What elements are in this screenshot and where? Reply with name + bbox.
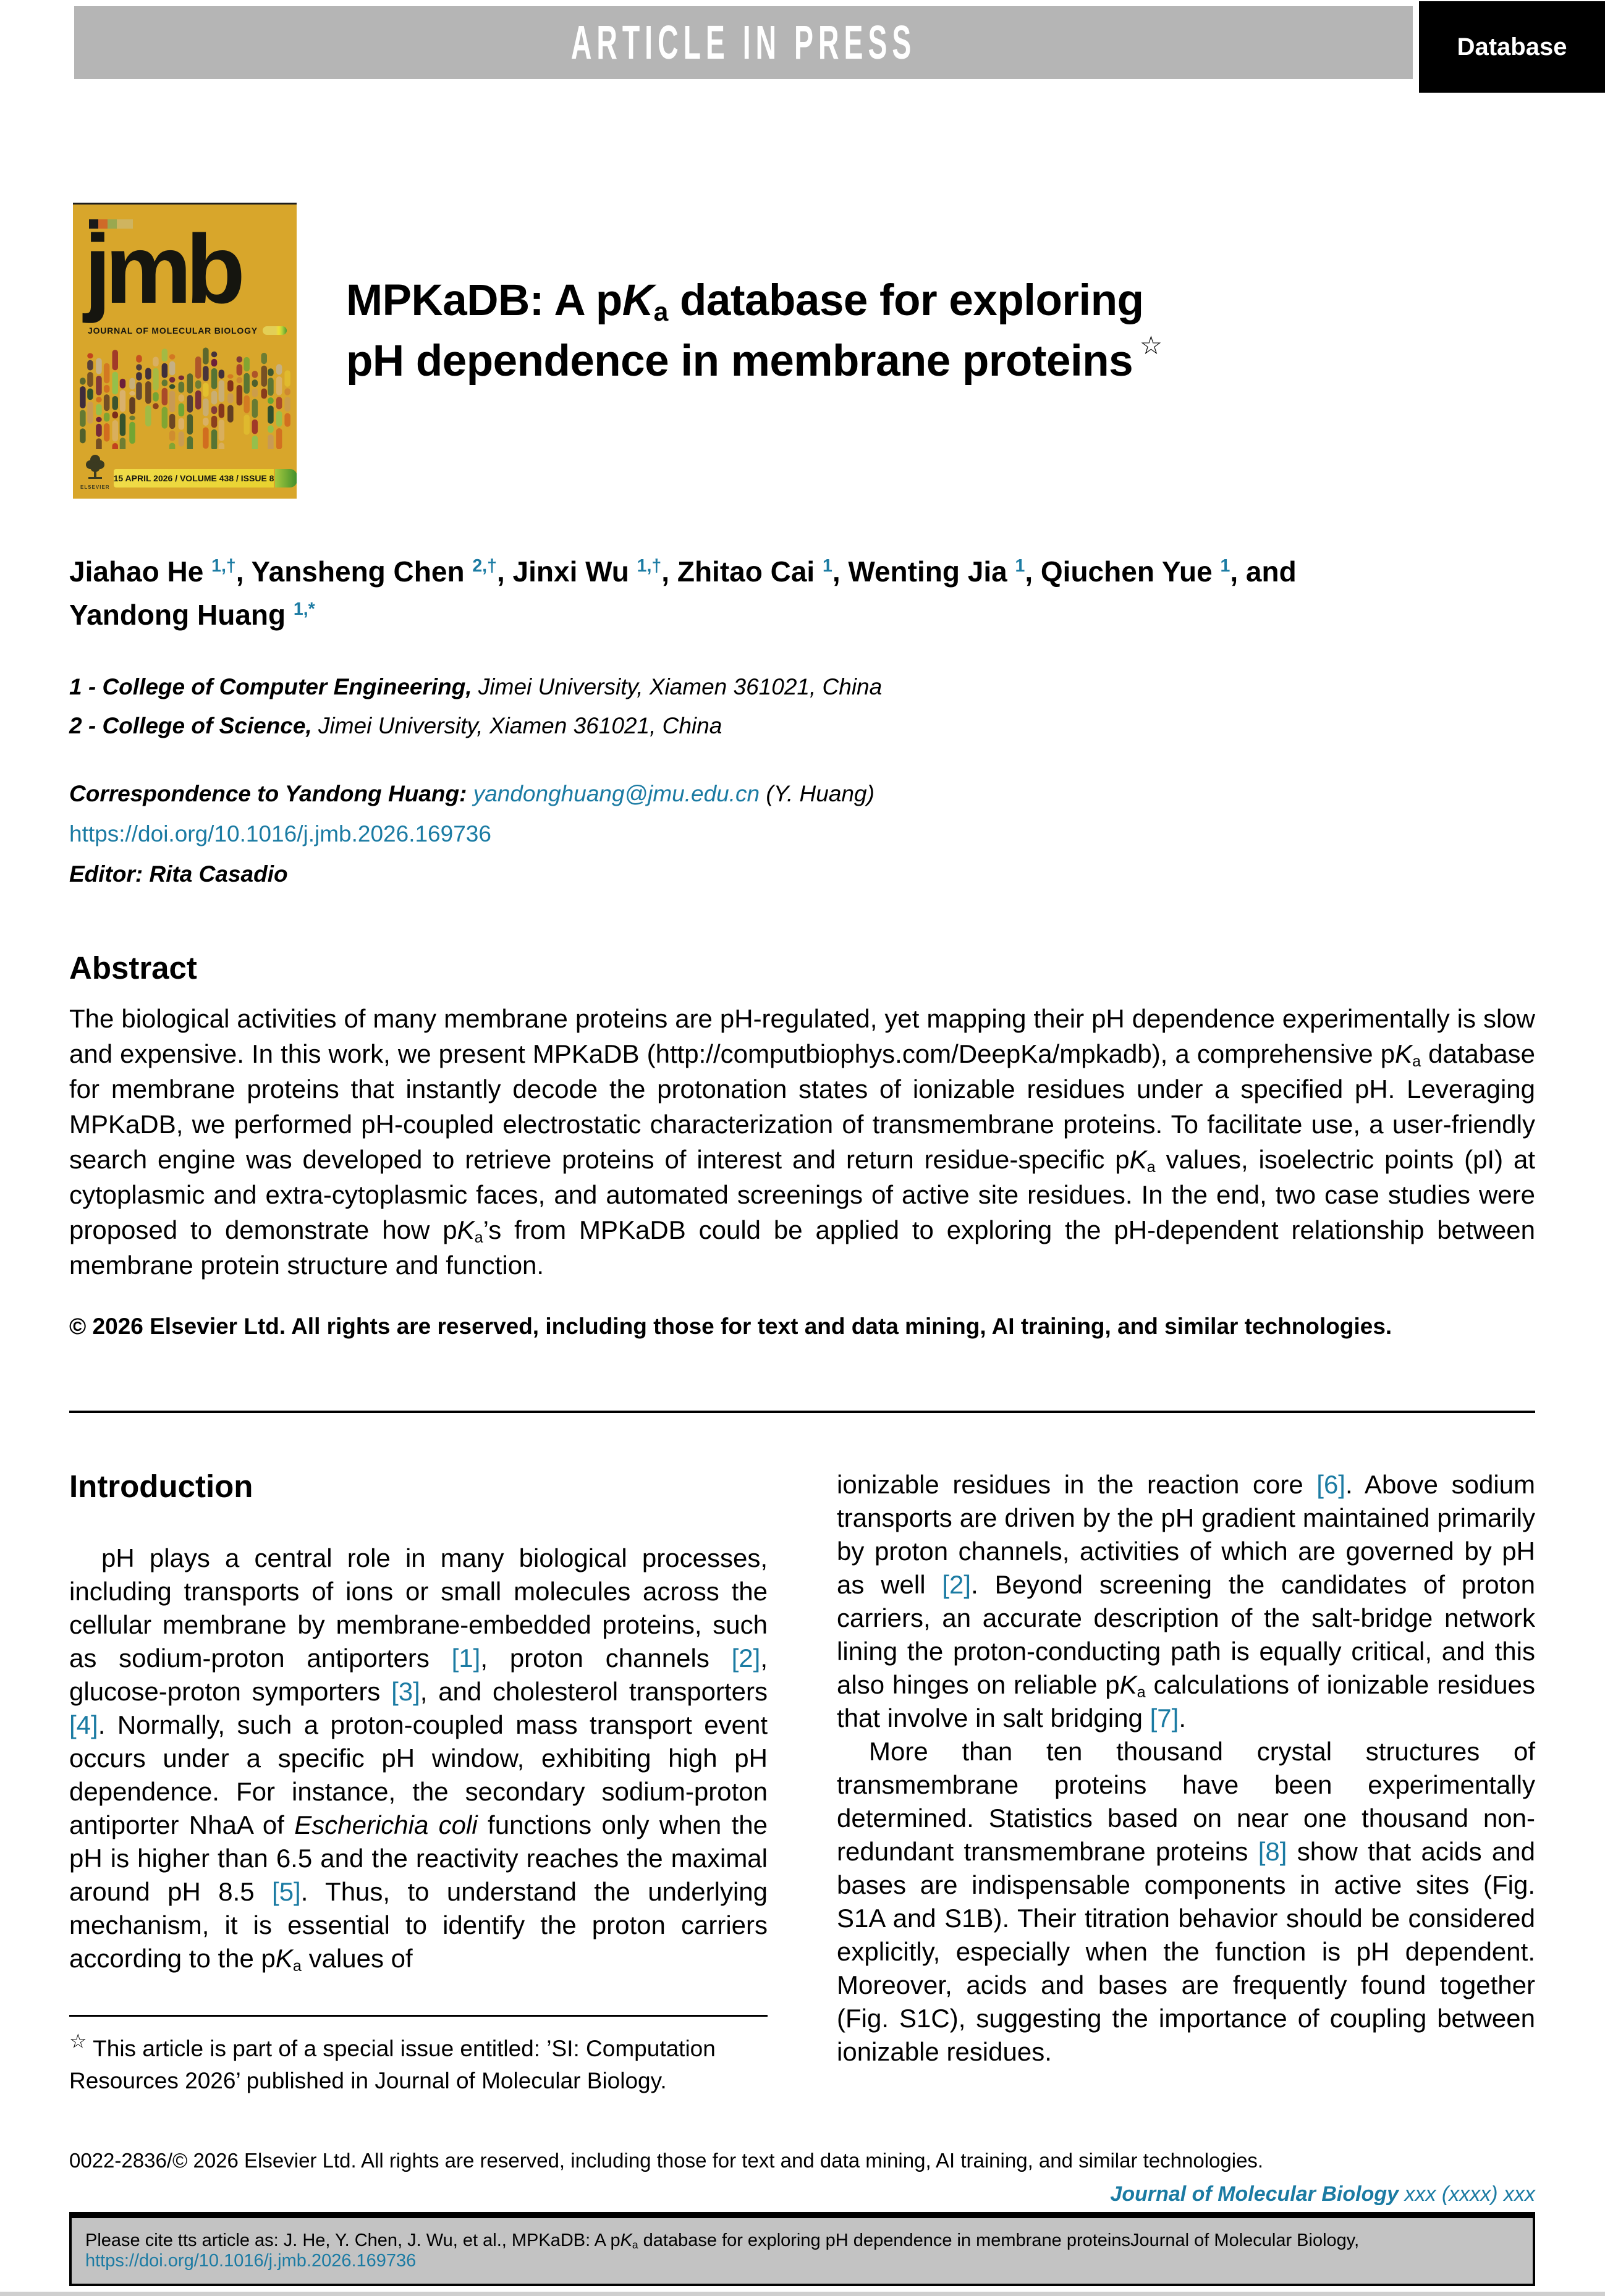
intro-paragraph-right-1 [837, 1468, 1535, 1735]
elsevier-label: ELSEVIER [80, 484, 110, 490]
link[interactable]: [4] [69, 1710, 98, 1739]
link[interactable]: [6] [1316, 1470, 1345, 1499]
text-segment: . Above sodium transports are driven by the pH gradient maintained primarily by proton channels, activities of which are governed by pH as well [837, 1470, 1535, 1599]
issue-bar-cap [275, 469, 297, 487]
affiliations [69, 667, 1491, 745]
text-segment: show that acids and bases are indispensable components in active sites (Fig. S1A and S1B). Their titration behavior should be considered explicitly, especially when the function is pH dependent. Moreover, acids and bases are frequently found together (Fig. S1C), suggesting the importance of coupling between ionizable residues. [837, 1837, 1535, 2066]
link[interactable]: [5] [272, 1877, 301, 1906]
correspondence-line [69, 774, 1522, 814]
link[interactable]: 1 [1220, 556, 1230, 576]
text-segment: K [622, 276, 654, 325]
jmb-logo: jmb [84, 215, 239, 324]
text-segment: ’s from MPKaDB could be applied to exploring the pH-dependent relationship between membrane protein structure and function. [69, 1215, 1535, 1280]
abstract-text [69, 1001, 1535, 1283]
text-segment: Escherichia coli [294, 1810, 478, 1839]
text-segment: a [1146, 1158, 1156, 1176]
journal-name: JOURNAL OF MOLECULAR BIOLOGY [88, 326, 258, 336]
text-segment: a [1137, 1683, 1146, 1701]
link[interactable]: 1 [1015, 556, 1025, 576]
correspondence-block [69, 774, 1522, 894]
right-column [837, 1468, 1535, 2097]
text-segment: K [457, 1215, 475, 1244]
text-segment: , Yansheng Chen [235, 555, 473, 588]
text-segment: K [1395, 1039, 1413, 1068]
text-segment: values, isoelectric points (pI) at cytoplasmic and extra-cytoplasmic faces, and automated screenings of active site residues. In the end, two case studies were proposed to demonstrate how p [69, 1145, 1535, 1244]
section-divider [69, 1411, 1535, 1413]
copyright-line: © 2026 Elsevier Ltd. All rights are reserved, including those for text and data mining, AI training, and similar technologies. [69, 1314, 1392, 1339]
link[interactable]: [7] [1150, 1703, 1179, 1733]
page-bottom-edge [0, 2292, 1605, 2296]
text-segment: Jimei University, Xiamen 361021, China [311, 713, 722, 738]
text-segment: database for exploring pH dependence in membrane proteinsJournal of Molecular Biology, [638, 2231, 1360, 2250]
article-title [346, 271, 1409, 392]
link[interactable]: 1,* [293, 599, 315, 620]
text-segment: K [275, 1944, 293, 1973]
text-segment: . Beyond screening the candidates of proton carriers, an accurate description of the salt-bridge network lining the proton-conducting path is equally critical, and this also hinges on reliable p [837, 1570, 1535, 1699]
text-segment: a [1412, 1052, 1421, 1070]
link[interactable]: 1,† [637, 556, 662, 576]
text-segment: , proton channels [480, 1644, 732, 1673]
issue-bar-row [114, 469, 297, 487]
editor-line [69, 854, 1522, 894]
text-segment: pH plays a central role in many biological processes, including transports of ions or small molecules across the cellular membrane by membrane-embedded proteins, such as sodium-proton antiporters [69, 1543, 768, 1673]
text-segment: MPKaDB: A p [346, 276, 622, 325]
issn-copyright-line: 0022-2836/© 2026 Elsevier Ltd. All rights are reserved, including those for text and data mining, AI training, and similar technologies. [69, 2149, 1264, 2172]
introduction-heading: Introduction [69, 1469, 253, 1504]
link[interactable]: [1] [451, 1644, 481, 1673]
text-segment: database for membrane proteins that instantly decode the protonation states of ionizable residues under a specified pH. Leveraging MPKaDB, we performed pH-coupled electrostatic characterization of transmembrane proteins. To facilitate use, a user-friendly search engine was developed to retrieve proteins of interest and return residue-specific p [69, 1039, 1535, 1174]
text-segment: Jiahao He [69, 555, 212, 588]
issue-line: 15 APRIL 2026 / VOLUME 438 / ISSUE 8 [113, 473, 274, 483]
text-segment: a [653, 297, 668, 327]
journal-cover [73, 203, 297, 499]
text-segment: database for exploring pH dependence in membrane proteins [346, 276, 1144, 386]
link[interactable]: [2] [731, 1644, 761, 1673]
database-badge [1419, 1, 1605, 93]
text-segment: a [474, 1228, 483, 1246]
citation-footer [69, 2212, 1535, 2286]
affiliation-1 [69, 667, 1491, 706]
text-segment: . Normally, such a proton-coupled mass transport event occurs under a specific pH window, exhibiting high pH dependence. For instance, the secondary sodium-proton antiporter NhaA of [69, 1710, 768, 1839]
database-badge-label: Database [1457, 33, 1567, 61]
text-segment: , glucose-proton symporters [69, 1644, 768, 1706]
text-segment: , Wenting Jia [832, 555, 1015, 588]
text-segment: K [620, 2231, 632, 2250]
journal-name-bar [263, 326, 287, 335]
introduction-columns [69, 1468, 1535, 2097]
link[interactable]: 1,† [211, 556, 236, 576]
text-segment: 2 - College of Science, [69, 713, 312, 738]
elsevier-tree-icon [82, 454, 108, 481]
journal-name-row [88, 326, 287, 336]
authors-line [69, 550, 1398, 636]
text-segment: , Qiuchen Yue [1025, 555, 1221, 588]
text-segment: , and Yandong Huang [69, 555, 1297, 631]
text-segment: ☆ [69, 2030, 87, 2053]
link[interactable]: https://doi.org/10.1016/j.jmb.2026.169736 [85, 2251, 417, 2271]
text-segment: a [632, 2238, 638, 2251]
abstract-heading: Abstract [69, 950, 197, 986]
link[interactable]: https://doi.org/10.1016/j.jmb.2026.169736 [69, 821, 491, 846]
text-segment: Editor: Rita Casadio [69, 861, 288, 887]
link[interactable]: 1 [822, 556, 832, 576]
text-segment: calculations of ionizable residues that involve in salt bridging [837, 1670, 1535, 1733]
text-segment: functions only when the pH is higher than 6.5 and the reactivity reaches the maximal around pH 8.5 [69, 1810, 768, 1906]
left-column [69, 1468, 768, 2097]
text-segment: The biological activities of many membrane proteins are pH-regulated, yet mapping their pH dependence experimentally is slow and expensive. In this work, we present MPKaDB (http://computbiophys.com/DeepKa/mpkadb), a comprehensive p [69, 1004, 1535, 1068]
link[interactable]: Journal of Molecular Biology [1110, 2182, 1399, 2206]
cover-art [77, 343, 293, 449]
text-segment: ionizable residues in the reaction core [837, 1470, 1317, 1499]
intro-paragraph-left [69, 1542, 768, 1975]
text-segment: . Thus, to understand the underlying mechanism, it is essential to identify the proton carriers according to the p [69, 1877, 768, 1973]
text-segment: K [1129, 1145, 1147, 1174]
journal-reference-line [69, 2182, 1535, 2206]
article-in-press-label: ARTICLE IN PRESS [570, 16, 917, 69]
intro-paragraph-right-2 [837, 1735, 1535, 2069]
elsevier-logo [80, 454, 110, 490]
citation-text [85, 2231, 1533, 2271]
link[interactable]: [3] [391, 1677, 420, 1706]
text-segment: Please cite tts article as: J. He, Y. Chen, J. Wu, et al., MPKaDB: A p [85, 2231, 620, 2250]
affiliation-2 [69, 706, 1491, 745]
text-segment: values of [301, 1944, 413, 1973]
text-segment: 1 - College of Computer Engineering, [69, 674, 472, 699]
text-segment: ☆ [1133, 331, 1162, 360]
text-segment: K [1119, 1670, 1137, 1699]
text-segment: This article is part of a special issue entitled: ’SI: Computation Resources 2026’ published in Journal of Molecular Biology. [69, 2036, 716, 2093]
link[interactable]: 2,† [472, 556, 497, 576]
special-issue-footnote [69, 2015, 768, 2097]
text-segment: Jimei University, Xiamen 361021, China [472, 674, 883, 699]
link[interactable]: xxx (xxxx) xxx [1399, 2182, 1535, 2206]
text-segment: , Zhitao Cai [661, 555, 823, 588]
text-segment: More than ten thousand crystal structures of transmembrane proteins have been experimentally determined. Statistics based on near one thousand non-redundant transmembrane proteins [837, 1737, 1535, 1866]
link[interactable]: [2] [942, 1570, 972, 1599]
cover-bottom-row [80, 454, 289, 490]
text-segment: a [292, 1957, 302, 1975]
link[interactable]: [8] [1258, 1837, 1287, 1866]
article-in-press-banner [74, 6, 1413, 79]
text-segment: (Y. Huang) [760, 781, 874, 806]
doi-link-line[interactable] [69, 814, 1522, 854]
text-segment: , and cholesterol transporters [420, 1677, 768, 1706]
link[interactable]: yandonghuang@jmu.edu.cn [467, 781, 760, 806]
text-segment: . [1179, 1703, 1186, 1733]
issue-bar [114, 469, 274, 487]
text-segment: Correspondence to Yandong Huang: [69, 781, 467, 806]
text-segment: , Jinxi Wu [496, 555, 637, 588]
